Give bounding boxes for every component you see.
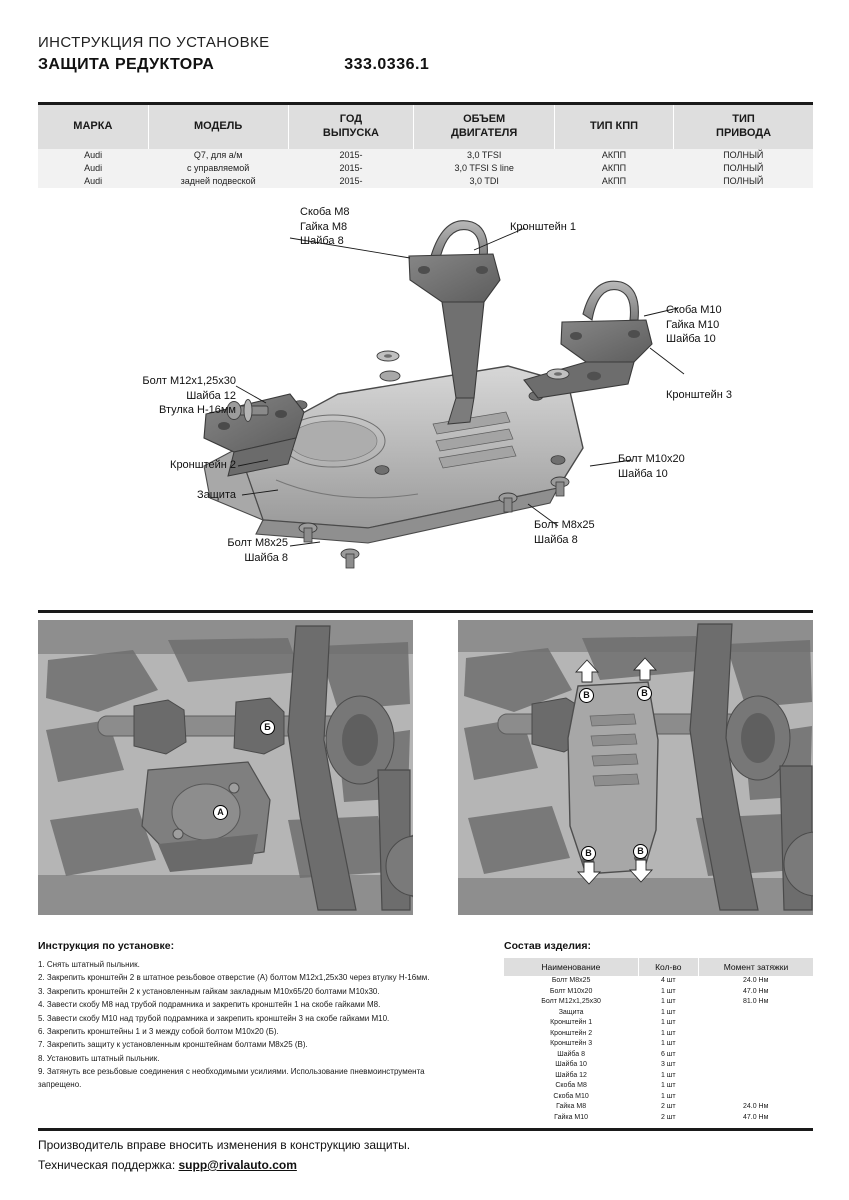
part-torque: 81.0 Нм bbox=[742, 998, 769, 1005]
col-part-torque: Момент затяжки bbox=[698, 958, 813, 976]
instructions-list bbox=[38, 959, 458, 1091]
footer-support bbox=[38, 1156, 813, 1176]
cell-transmission: АКПП bbox=[601, 149, 627, 160]
table-row bbox=[504, 1102, 813, 1113]
col-brand: МАРКА bbox=[38, 105, 148, 149]
parts-table bbox=[504, 958, 813, 1123]
table-row bbox=[504, 1029, 813, 1040]
cell-drive: ПОЛНЫЙ bbox=[723, 162, 764, 173]
label-kronshtein-2: Кронштейн 2 bbox=[170, 459, 236, 471]
col-model: МОДЕЛЬ bbox=[148, 105, 288, 149]
table-row bbox=[504, 1050, 813, 1061]
label-zashita: Защита bbox=[197, 489, 236, 501]
part-torque bbox=[698, 1018, 813, 1029]
part-qty: 1 шт bbox=[660, 1082, 676, 1089]
divider-middle bbox=[38, 610, 813, 613]
col-year: ГОД ВЫПУСКА bbox=[288, 105, 414, 149]
list-item: 3. Закрепить кронштейн 2 к установленным гайкам закладным М10х65/20 болтами М10х30. bbox=[38, 986, 380, 996]
part-name: Болт М10х20 bbox=[549, 987, 593, 995]
part-qty: 3 шт bbox=[660, 1061, 676, 1068]
cell-drive: ПОЛНЫЙ bbox=[723, 175, 764, 186]
cell-model: Q7, для а/м bbox=[193, 149, 243, 160]
document-footer bbox=[38, 1136, 813, 1176]
list-item: 5. Завести скобу М10 над трубой подрамника и закрепить кронштейн 3 на скобе гайками М10. bbox=[38, 1013, 390, 1023]
part-qty: 1 шт bbox=[660, 1040, 676, 1047]
table-row bbox=[504, 997, 813, 1008]
cell-brand: Audi bbox=[84, 162, 103, 173]
part-qty: 1 шт bbox=[660, 998, 676, 1005]
part-torque bbox=[698, 1081, 813, 1092]
list-item: 4. Завести скобу М8 над трубой подрамника и закрепить кронштейн 1 на скобе гайками М8. bbox=[38, 1000, 381, 1010]
cell-model: с управляемой bbox=[186, 162, 250, 173]
list-item: 2. Закрепить кронштейн 2 в штатное резьбовое отверстие (А) болтом М12х1,25х30 через втулку Н-16мм. bbox=[38, 973, 430, 983]
part-torque bbox=[698, 1050, 813, 1061]
part-torque bbox=[698, 1071, 813, 1082]
callout-a: A bbox=[213, 805, 228, 820]
document-header bbox=[38, 34, 813, 74]
col-part-qty: Кол-во bbox=[638, 958, 698, 976]
label-bolt-m8x25-right: Болт М8х25 Шайба 8 bbox=[534, 519, 595, 546]
product-code: 333.0336.1 bbox=[344, 56, 430, 73]
callout-v-2: В bbox=[637, 686, 652, 701]
callout-v-3: В bbox=[581, 846, 596, 861]
part-qty: 1 шт bbox=[660, 1019, 676, 1026]
table-row bbox=[504, 1039, 813, 1050]
part-torque: 47.0 Нм bbox=[742, 1113, 769, 1121]
part-name: Скоба М10 bbox=[553, 1092, 589, 1100]
label-bolt-m8x25-left: Болт М8х25 Шайба 8 bbox=[227, 537, 288, 564]
part-name: Кронштейн 2 bbox=[550, 1029, 593, 1037]
part-name: Шайба 12 bbox=[555, 1071, 587, 1079]
table-row bbox=[504, 1081, 813, 1092]
part-name: Кронштейн 3 bbox=[550, 1040, 593, 1047]
instructions-title: Инструкция по установке: bbox=[38, 940, 175, 952]
cell-brand: Audi bbox=[84, 149, 103, 160]
part-qty: 2 шт bbox=[660, 1113, 676, 1121]
cell-drive: ПОЛНЫЙ bbox=[723, 149, 764, 160]
part-name: Шайба 8 bbox=[557, 1050, 586, 1058]
photo-after-installation bbox=[458, 620, 813, 915]
table-row bbox=[504, 1008, 813, 1019]
part-name: Гайка М10 bbox=[554, 1113, 589, 1121]
part-torque bbox=[698, 1092, 813, 1103]
page-title: ЗАЩИТА РЕДУКТОРА bbox=[38, 56, 215, 73]
cell-engine: 3,0 TFSI S line bbox=[454, 162, 514, 173]
part-torque bbox=[698, 1008, 813, 1019]
cell-transmission: АКПП bbox=[601, 175, 627, 186]
table-row bbox=[504, 1113, 813, 1124]
part-torque bbox=[698, 1060, 813, 1071]
footer-disclaimer: Производитель вправе вносить изменения в конструкцию защиты. bbox=[38, 1138, 411, 1152]
table-row bbox=[504, 987, 813, 998]
cell-year: 2015- bbox=[339, 175, 363, 186]
parts-list bbox=[504, 940, 813, 1123]
table-row bbox=[504, 1071, 813, 1082]
col-part-name: Наименование bbox=[504, 958, 638, 976]
part-qty: 2 шт bbox=[660, 1103, 676, 1110]
list-item: 8. Установить штатный пыльник. bbox=[38, 1053, 160, 1063]
list-item: 6. Закрепить кронштейны 1 и 3 между собой болтом М10х20 (Б). bbox=[38, 1026, 279, 1036]
installation-instructions bbox=[38, 940, 458, 1092]
callout-v-1: В bbox=[579, 688, 594, 703]
label-bolt-m12: Болт М12х1,25х30 Шайба 12 Втулка Н-16мм bbox=[142, 375, 236, 417]
label-skoba-m10: Скоба М10 Гайка М10 Шайба 10 bbox=[666, 304, 722, 346]
label-kronshtein-3: Кронштейн 3 bbox=[666, 389, 732, 401]
callout-b: Б bbox=[260, 720, 275, 735]
label-kronshtein-1: Кронштейн 1 bbox=[510, 221, 576, 233]
table-row bbox=[504, 1018, 813, 1029]
part-name: Болт М12х1,25х30 bbox=[541, 998, 601, 1005]
exploded-assembly-diagram bbox=[38, 198, 813, 598]
table-row bbox=[38, 162, 813, 175]
part-name: Кронштейн 1 bbox=[550, 1019, 593, 1026]
table-row bbox=[38, 149, 813, 162]
part-name: Скоба М8 bbox=[555, 1082, 587, 1089]
document-subtitle: ИНСТРУКЦИЯ ПО УСТАНОВКЕ bbox=[38, 34, 270, 51]
cell-year: 2015- bbox=[339, 162, 363, 173]
part-name: Гайка М8 bbox=[556, 1103, 587, 1110]
cell-model: задней подвеской bbox=[180, 175, 256, 186]
parts-title: Состав изделия: bbox=[504, 940, 591, 952]
label-bolt-m10x20: Болт М10х20 Шайба 10 bbox=[618, 453, 685, 480]
cell-year: 2015- bbox=[339, 149, 363, 160]
col-transmission: ТИП КПП bbox=[554, 105, 673, 149]
col-drive: ТИП ПРИВОДА bbox=[674, 105, 813, 149]
vehicle-compatibility-table bbox=[38, 105, 813, 188]
photo-before-installation bbox=[38, 620, 413, 915]
part-qty: 4 шт bbox=[660, 977, 676, 984]
part-name: Болт М8х25 bbox=[551, 977, 591, 984]
col-engine: ОБЪЕМ ДВИГАТЕЛЯ bbox=[414, 105, 555, 149]
part-torque: 47.0 Нм bbox=[742, 987, 769, 995]
part-torque bbox=[698, 1029, 813, 1040]
support-email-link[interactable]: supp@rivalauto.com bbox=[178, 1157, 297, 1172]
part-torque: 24.0 Нм bbox=[742, 1103, 769, 1110]
part-name: Шайба 10 bbox=[555, 1061, 587, 1068]
list-item: 9. Затянуть все резьбовые соединения с необходимыми усилиями. Использование пневмоинструмента запрещено. bbox=[38, 1067, 425, 1089]
part-torque: 24.0 Нм bbox=[742, 977, 769, 984]
cell-brand: Audi bbox=[84, 175, 103, 186]
part-qty: 1 шт bbox=[660, 987, 676, 995]
footer-support-label: Техническая поддержка: bbox=[38, 1157, 179, 1172]
table-row bbox=[38, 175, 813, 188]
table-row bbox=[504, 1092, 813, 1103]
callout-v-4: В bbox=[633, 844, 648, 859]
part-qty: 6 шт bbox=[660, 1050, 676, 1058]
table-row bbox=[504, 1060, 813, 1071]
table-header-row bbox=[38, 105, 813, 149]
parts-header-row bbox=[504, 958, 813, 976]
bracket-3-shape bbox=[524, 281, 652, 398]
part-qty: 1 шт bbox=[660, 1008, 676, 1016]
divider-bottom bbox=[38, 1128, 813, 1131]
label-skoba-m8: Скоба М8 Гайка М8 Шайба 8 bbox=[300, 206, 350, 248]
part-qty: 1 шт bbox=[660, 1029, 676, 1037]
part-qty: 1 шт bbox=[660, 1071, 676, 1079]
cell-engine: 3,0 TFSI bbox=[466, 149, 502, 160]
table-row bbox=[504, 976, 813, 987]
part-qty: 1 шт bbox=[660, 1092, 676, 1100]
part-name: Защита bbox=[558, 1008, 584, 1016]
part-torque bbox=[698, 1039, 813, 1050]
list-item: 7. Закрепить защиту к установленным кронштейнам болтами М8х25 (В). bbox=[38, 1040, 308, 1050]
list-item: 1. Снять штатный пыльник. bbox=[38, 960, 140, 969]
cell-transmission: АКПП bbox=[601, 162, 627, 173]
cell-engine: 3,0 TDI bbox=[469, 175, 499, 186]
